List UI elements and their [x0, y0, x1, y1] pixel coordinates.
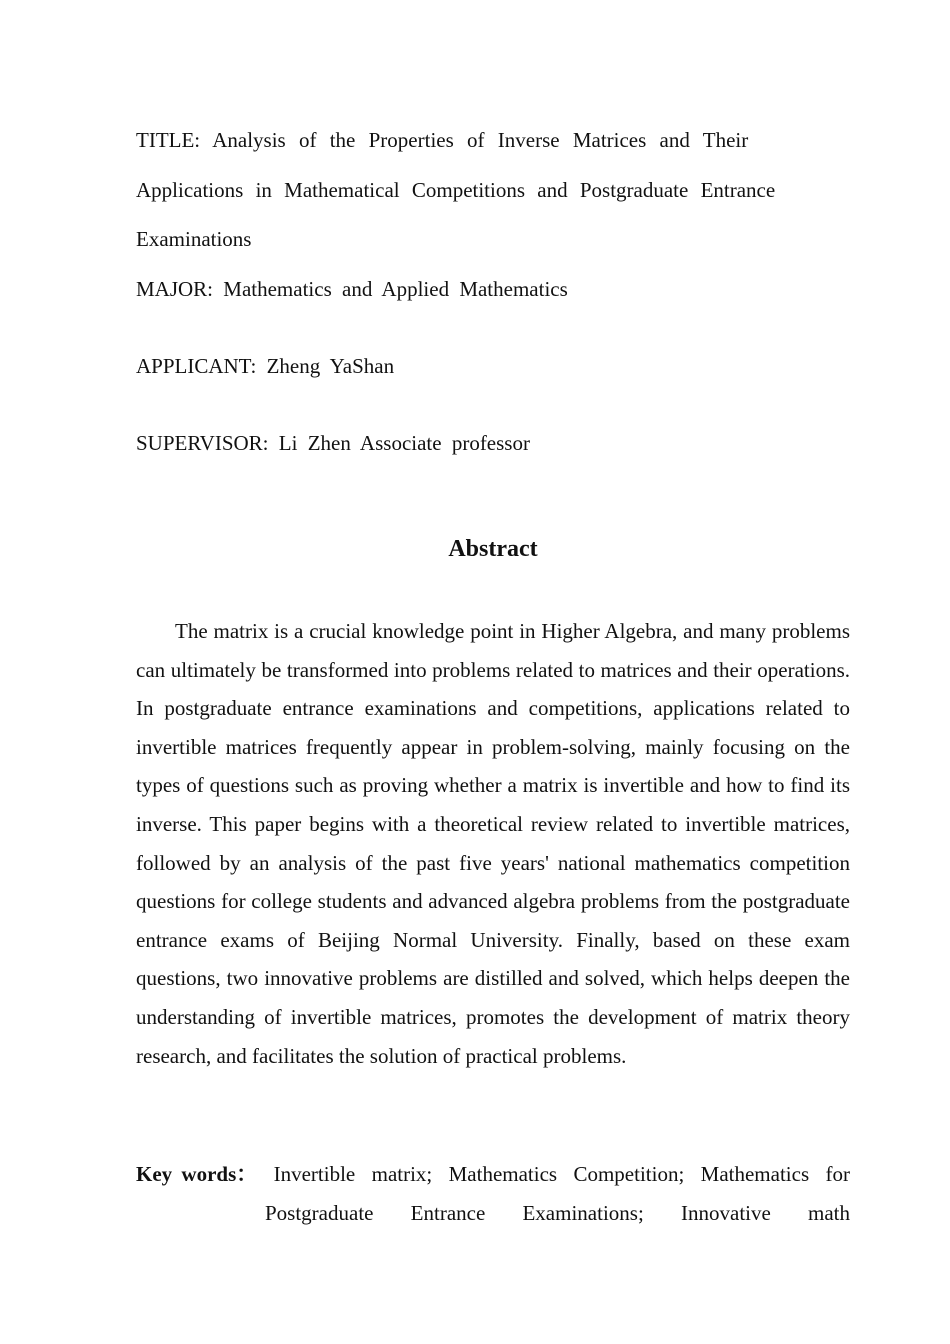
- title-text-line-1: Analysis of the Properties of Inverse Matrices and Their: [212, 128, 749, 152]
- keyword-word: Postgraduate: [265, 1201, 374, 1225]
- keywords-row-2: [265, 1194, 850, 1233]
- supervisor-value: Li Zhen Associate professor: [278, 431, 530, 455]
- title-text-line-3: Examinations: [136, 227, 252, 251]
- keywords-row-1: [136, 1155, 850, 1194]
- keyword-word: Innovative: [681, 1201, 771, 1225]
- supervisor-label: SUPERVISOR:: [136, 431, 269, 455]
- title-label: TITLE:: [136, 128, 201, 152]
- major-line: [136, 277, 568, 302]
- supervisor-line: [136, 431, 530, 456]
- major-value: Mathematics and Applied Mathematics: [223, 277, 568, 301]
- abstract-heading: Abstract: [448, 536, 538, 562]
- applicant-label: APPLICANT:: [136, 354, 257, 378]
- abstract-paragraph: The matrix is a crucial knowledge point in Higher Algebra, and many problems can ultimately be transformed into problems related to matrices and their operations. In postgraduate entrance examinations and competitions, applications related to invertible matrices frequently appear in problem-solving, mainly focusing on the types of questions such as proving whether a matrix is invertible and how to find its inverse. This paper begins with a theoretical review related to invertible matrices, followed by an analysis of the past five years' national mathematics competition questions for college students and advanced algebra problems from the postgraduate entrance exams of Beijing Normal University. Finally, based on these exam questions, two innovative problems are distilled and solved, which helps deepen the understanding of invertible matrices, promotes the development of matrix theory research, and facilitates the solution of practical problems.: [136, 619, 850, 1068]
- keyword-word: Entrance: [410, 1201, 486, 1225]
- applicant-value: Zheng YaShan: [266, 354, 395, 378]
- keyword-word: for: [825, 1162, 850, 1186]
- title-line-1: [136, 128, 748, 153]
- keywords-block: [136, 1155, 850, 1233]
- applicant-line: [136, 354, 394, 379]
- keyword-word: math: [808, 1201, 850, 1225]
- keyword-word: Invertible: [273, 1162, 356, 1186]
- keyword-word: Mathematics: [700, 1162, 810, 1186]
- keyword-word: Examinations;: [522, 1201, 644, 1225]
- keyword-word: Mathematics: [448, 1162, 558, 1186]
- keyword-word: Competition;: [573, 1162, 685, 1186]
- keywords-label: Key words：: [136, 1162, 258, 1186]
- keyword-word: matrix;: [371, 1162, 433, 1186]
- title-text-line-2: Applications in Mathematical Competitions and Postgraduate Entrance: [136, 178, 776, 202]
- major-label: MAJOR:: [136, 277, 214, 301]
